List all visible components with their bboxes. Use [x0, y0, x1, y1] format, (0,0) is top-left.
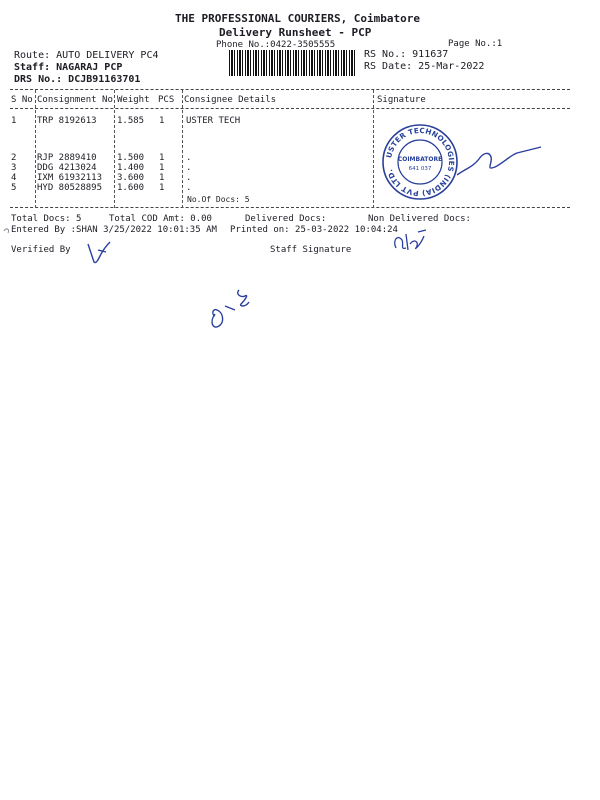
cell-consignee: . — [186, 163, 192, 173]
cell-consignment: TRP 8192613 — [37, 116, 97, 126]
cell-sno: 1 — [11, 116, 17, 126]
col-divider-1 — [35, 90, 36, 208]
cell-sno: 2 — [11, 153, 17, 163]
table-top-rule — [10, 89, 570, 90]
staff-signature-label: Staff Signature — [270, 245, 352, 255]
cell-consignee: . — [186, 153, 192, 163]
no-of-docs: No.Of Docs: 5 — [187, 195, 250, 204]
header-consignment: Consignment No — [37, 95, 113, 105]
cell-sno: 4 — [11, 173, 17, 183]
printed-on: Printed on: 25-03-2022 10:04:24 — [230, 225, 398, 235]
verified-signature — [84, 238, 114, 268]
col-divider-2 — [114, 90, 115, 208]
col-divider-3 — [182, 90, 183, 208]
header-weight: Weight — [117, 95, 150, 105]
cell-consignment: DDG 4213024 — [37, 163, 97, 173]
verified-by-label: Verified By — [11, 245, 71, 255]
page-number: Page No.:1 — [448, 39, 503, 49]
route-label: Route: AUTO DELIVERY PC4 — [14, 50, 159, 61]
cell-consignee: USTER TECH — [186, 116, 241, 126]
cell-consignee: . — [186, 173, 192, 183]
total-cod: Total COD Amt: 0.00 — [109, 214, 212, 224]
cell-weight: 1.400 — [117, 163, 145, 173]
entered-by: Entered By :SHAN 3/25/2022 10:01:35 AM — [11, 225, 217, 235]
scribble-mark — [205, 284, 265, 334]
cell-sno: 3 — [11, 163, 17, 173]
cell-pcs: 1 — [159, 116, 165, 126]
cell-consignment: IXM 61932113 — [37, 173, 103, 183]
company-stamp — [380, 122, 460, 202]
cell-weight: 1.600 — [117, 183, 145, 193]
header-signature: Signature — [377, 95, 426, 105]
staff-label: Staff: NAGARAJ PCP — [14, 62, 123, 73]
cell-consignment: RJP 2889410 — [37, 153, 97, 163]
stamp-pin: 641 037 — [408, 166, 432, 172]
staff-signature — [390, 226, 430, 256]
rs-date: RS Date: 25-Mar-2022 — [364, 61, 485, 72]
stamp-city: COIMBATORE — [397, 156, 443, 163]
stamp-signature — [455, 145, 555, 185]
stamp-ring-text: USTER TECHNOLOGIES (INDIA) PVT LTD. — [384, 125, 457, 199]
total-docs: Total Docs: 5 — [11, 214, 82, 224]
col-divider-4 — [373, 90, 374, 208]
cell-pcs: 1 — [159, 163, 165, 173]
phone-number: Phone No.:0422-3505555 — [216, 40, 336, 50]
cell-consignee: . — [186, 183, 192, 193]
drs-number: DRS No.: DCJB91163701 — [14, 74, 141, 85]
non-delivered-docs: Non Delivered Docs: — [368, 214, 471, 224]
company-title: THE PROFESSIONAL COURIERS, Coimbatore — [175, 12, 421, 25]
delivered-docs: Delivered Docs: — [245, 214, 327, 224]
header-pcs: PCS — [158, 95, 175, 105]
cell-pcs: 1 — [159, 153, 165, 163]
document-title: Delivery Runsheet - PCP — [219, 26, 372, 39]
cell-weight: 1.585 — [117, 116, 145, 126]
margin-mark — [2, 225, 12, 235]
cell-pcs: 1 — [159, 173, 165, 183]
header-consignee: Consignee Details — [184, 95, 277, 105]
cell-sno: 5 — [11, 183, 17, 193]
cell-weight: 3.600 — [117, 173, 145, 183]
table-header-rule — [10, 108, 570, 109]
cell-consignment: HYD 80528895 — [37, 183, 103, 193]
table-bottom-rule — [10, 207, 570, 208]
cell-weight: 1.500 — [117, 153, 145, 163]
header-sno: S No — [11, 95, 33, 105]
rs-number: RS No.: 911637 — [364, 49, 449, 60]
cell-pcs: 1 — [159, 183, 165, 193]
barcode — [229, 50, 357, 76]
